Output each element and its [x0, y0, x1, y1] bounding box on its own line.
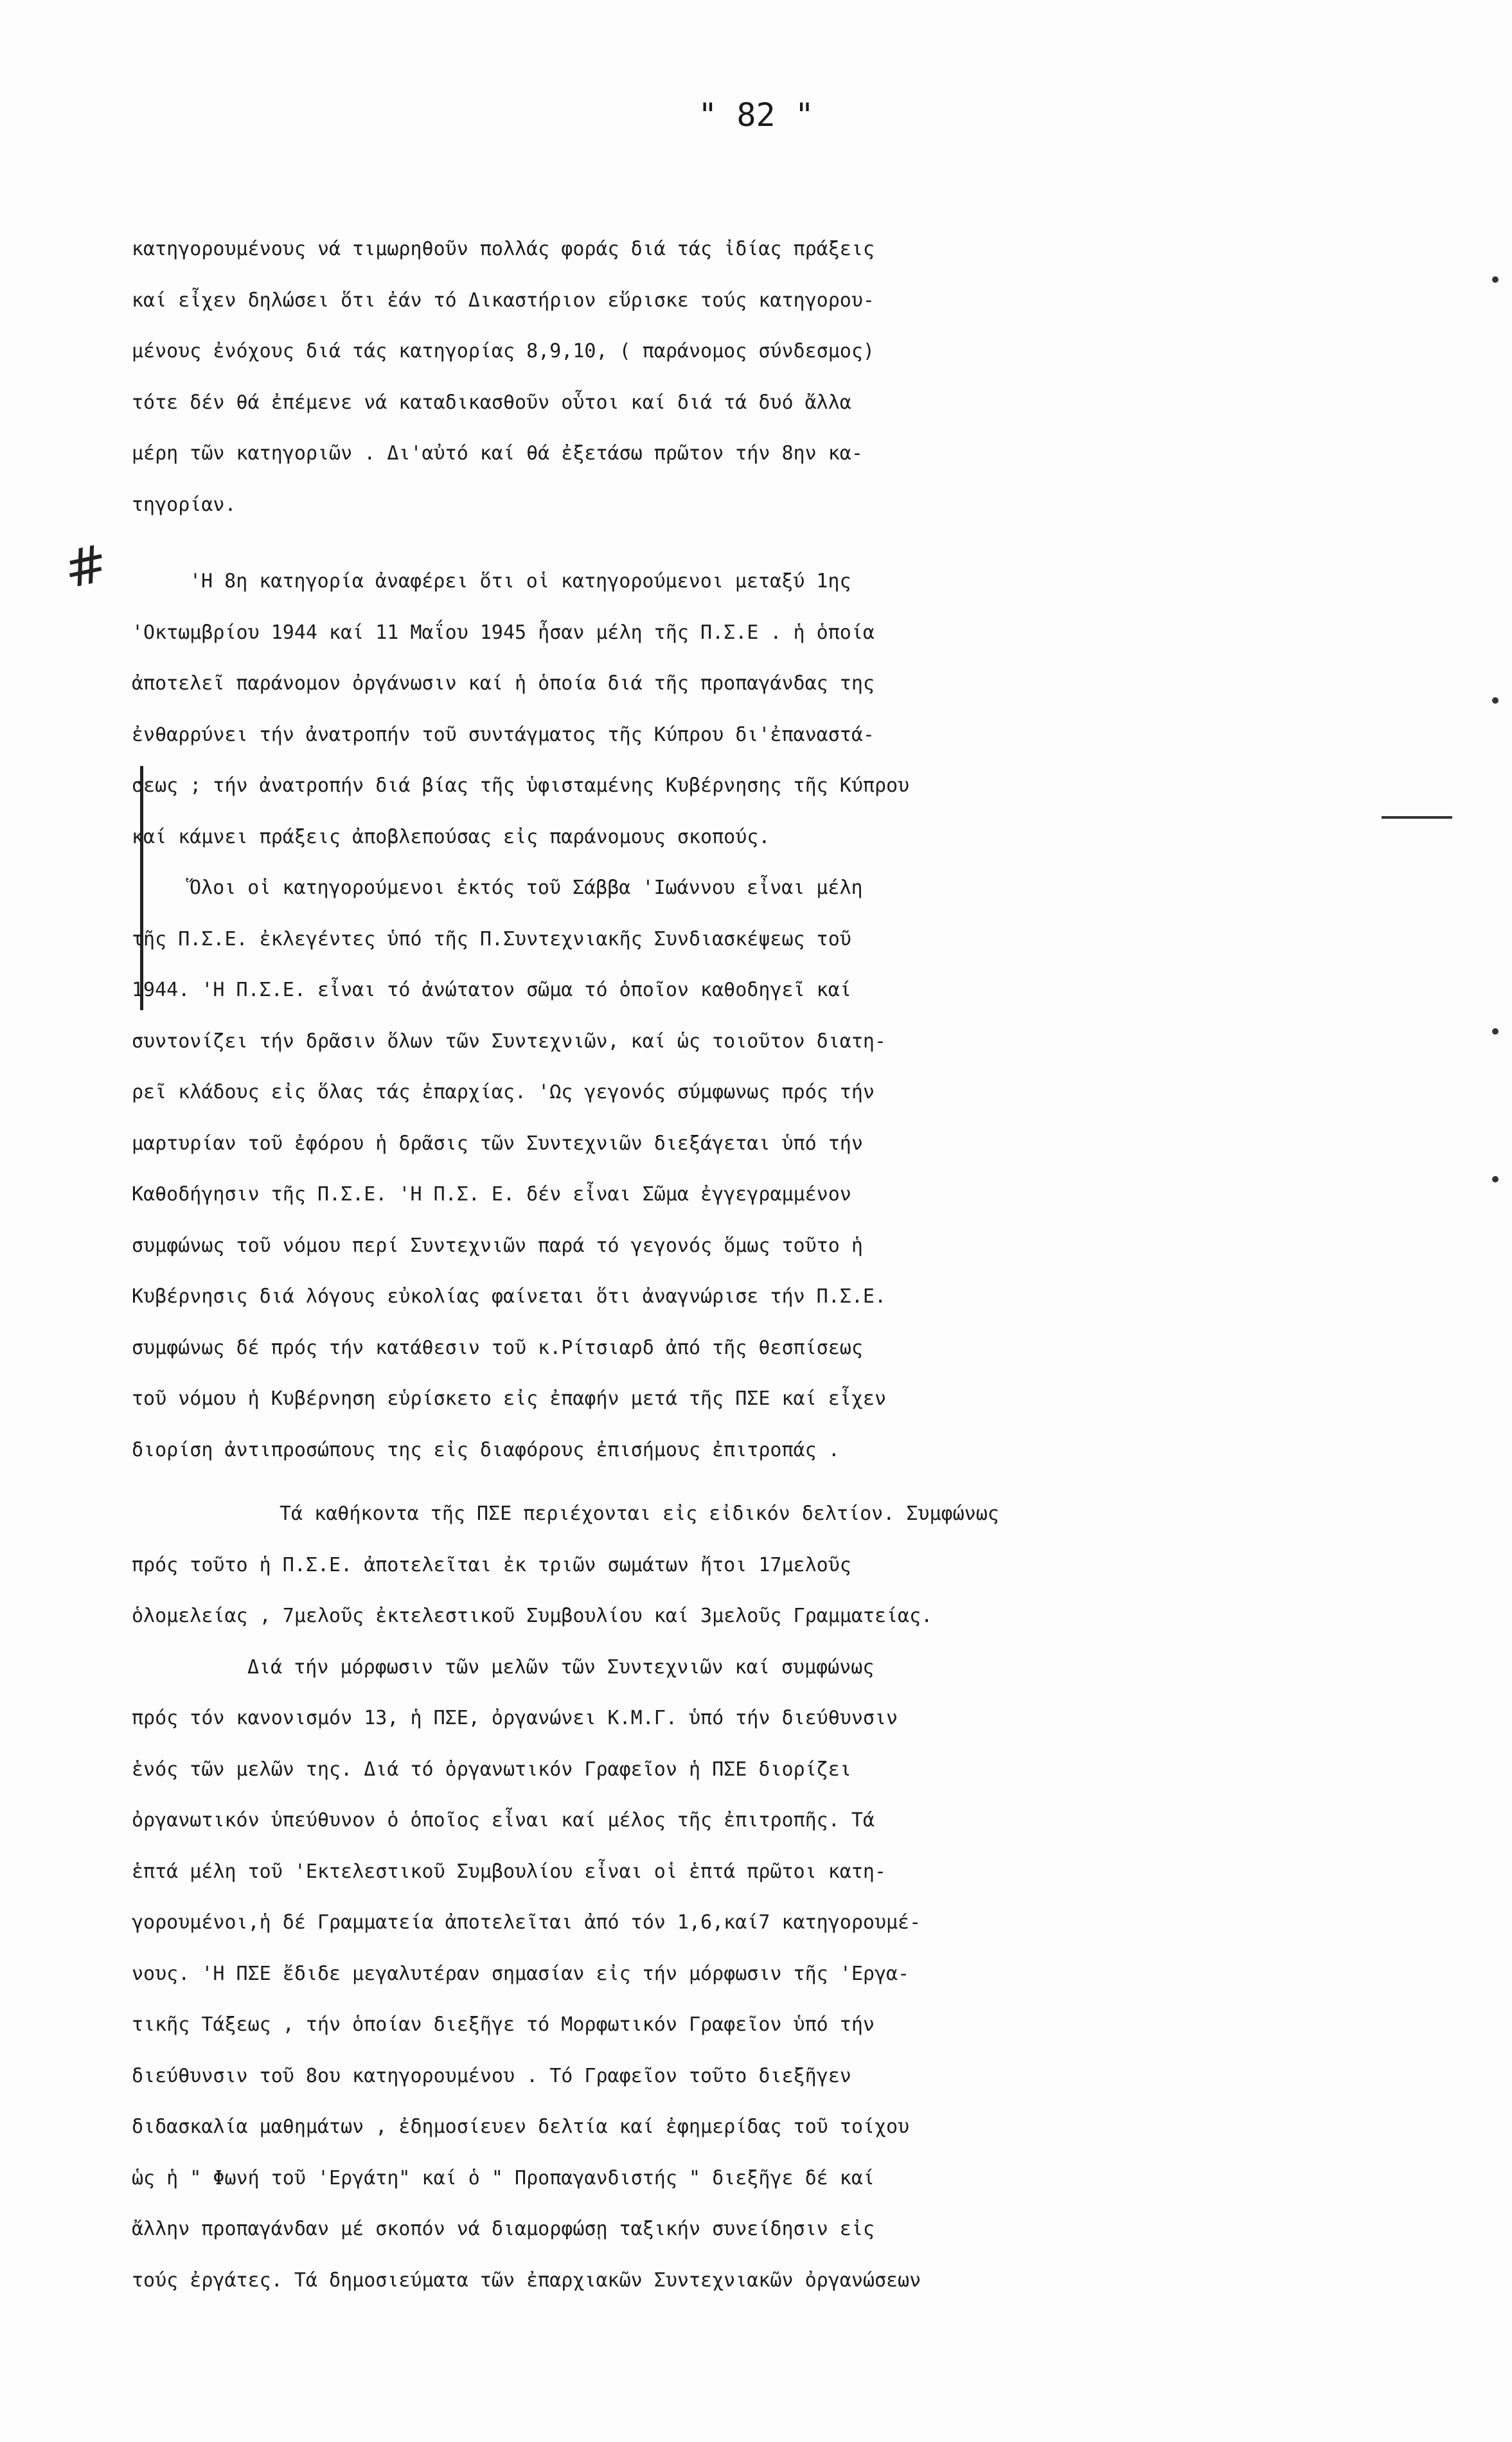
text-line: συμφώνως τοῦ νόμου περί Συντεχνιῶν παρά τό γεγονός ὅμως τοῦτο ἡ [132, 1234, 863, 1257]
text-line: ρεῖ κλάδους εἰς ὅλας τάς ἐπαρχίας. 'Ως γεγονός σύμφωνως πρός τήν [132, 1081, 875, 1103]
text-line: τηγορίαν. [132, 493, 236, 516]
text-line: καί κάμνει πράξεις ἀποβλεπούσας εἰς παράνομους σκοπούς. [132, 825, 770, 848]
text-line: ἀποτελεῖ παράνομον ὀργάνωσιν καί ἡ ὁποία διά τῆς προπαγάνδας της [132, 672, 875, 695]
text-line: τούς ἐργάτες. Τά δημοσιεύματα τῶν ἐπαρχιακῶν Συντεχνιακῶν ὀργανώσεων [132, 2268, 921, 2292]
text-line: νους. 'Η ΠΣΕ ἔδιδε μεγαλυτέραν σημασίαν εἰς τήν μόρφωσιν τῆς 'Εργα- [132, 1962, 910, 1985]
text-line: Τά καθήκοντα τῆς ΠΣΕ περιέχονται εἰς εἰδικόν δελτίον. Συμφώνως [280, 1502, 999, 1525]
text-line: πρός τόν κανονισμόν 13, ἡ ΠΣΕ, ὀργανώνει Κ.Μ.Γ. ὑπό τήν διεύθυνσιν [132, 1707, 898, 1729]
text-line: ἑνός τῶν μελῶν της. Διά τό ὀργανωτικόν Γραφεῖον ἡ ΠΣΕ διορίζει [132, 1758, 851, 1781]
text-line: 'Η 8η κατηγορία ἀναφέρει ὅτι οἱ κατηγορούμενοι μεταξύ 1ης [190, 570, 851, 593]
text-line: ὁλομελείας , 7μελοῦς ἐκτελεστικοῦ Συμβουλίου καί 3μελοῦς Γραμματείας. [132, 1605, 933, 1627]
text-line: συμφώνως δέ πρός τήν κατάθεσιν τοῦ κ.Ρίτσιαρδ ἀπό τῆς θεσπίσεως [132, 1336, 863, 1359]
text-line: τότε δέν θά ἐπέμενε νά καταδικασθοῦν οὗτοι καί διά τά δυό ἄλλα [132, 391, 851, 414]
text-line: μαρτυρίαν τοῦ ἐφόρου ἡ δρᾶσις τῶν Συντεχνιῶν διεξάγεται ὑπό τήν [132, 1132, 863, 1155]
text-line: Κυβέρνησις διά λόγους εὐκολίας φαίνεται ὅτι ἀναγνώρισε τήν Π.Σ.Ε. [132, 1285, 886, 1308]
margin-hash-mark: # [58, 533, 113, 600]
text-line: μένους ἐνόχους διά τάς κατηγορίας 8,9,10, ( παράνομος σύνδεσμος) [132, 340, 875, 362]
text-line: γορουμένοι,ἡ δέ Γραμματεία ἀποτελεῖται ἀπό τόν 1,6,καί7 κατηγορουμέ- [132, 1911, 921, 1934]
text-line: πρός τοῦτο ἡ Π.Σ.Ε. ἀποτελεῖται ἐκ τριῶν σωμάτων ἤτοι 17μελοῦς [132, 1553, 851, 1576]
text-line: καί εἶχεν δηλώσει ὅτι ἐάν τό Δικαστήριον εὕρισκε τούς κατηγορου- [132, 289, 875, 312]
text-line: κατηγορουμένους νά τιμωρηθοῦν πολλάς φοράς διά τάς ἰδίας πράξεις [132, 238, 875, 260]
text-line: Ὅλοι οἱ κατηγορούμενοι ἐκτός τοῦ Σάββα 'Ιωάννου εἶναι μέλη [190, 877, 863, 899]
text-line: ὡς ἡ " Φωνή τοῦ 'Εργάτη" καί ὁ " Προπαγανδιστής " διεξῆγε δέ καί [132, 2166, 875, 2189]
text-line: Διά τήν μόρφωσιν τῶν μελῶν τῶν Συντεχνιῶν καί συμφώνως [247, 1655, 875, 1679]
text-line: τοῦ νόμου ἡ Κυβέρνηση εὑρίσκετο εἰς ἐπαφήν μετά τῆς ΠΣΕ καί εἶχεν [132, 1387, 886, 1410]
text-line: ὀργανωτικόν ὑπεύθυνον ὁ ὁποῖος εἶναι καί μέλος τῆς ἐπιτροπῆς. Τά [132, 1809, 875, 1832]
text-line: Καθοδήγησιν τῆς Π.Σ.Ε. 'Η Π.Σ. Ε. δέν εἶναι Σῶμα ἐγγεγραμμένον [132, 1183, 851, 1206]
text-line: ἑπτά μέλη τοῦ 'Εκτελεστικοῦ Συμβουλίου εἶναι οἱ ἑπτά πρῶτοι κατη- [132, 1860, 886, 1883]
text-line: τῆς Π.Σ.Ε. ἐκλεγέντες ὑπό τῆς Π.Συντεχνιακῆς Συνδιασκέψεως τοῦ [132, 927, 851, 950]
text-line: ἐνθαρρύνει τήν ἀνατροπήν τοῦ συντάγματος τῆς Κύπρου δι'ἐπαναστά- [132, 723, 875, 746]
text-line: τικῆς Τάξεως , τήν ὁποίαν διεξῆγε τό Μορφωτικόν Γραφεῖον ὑπό τήν [132, 2013, 875, 2036]
text-line: διδασκαλία μαθημάτων , ἐδημοσίευεν δελτία καί ἐφημερίδας τοῦ τοίχου [132, 2116, 910, 2138]
text-line: ἄλλην προπαγάνδαν μέ σκοπόν νά διαμορφώσῃ ταξικήν συνείδησιν εἰς [132, 2218, 875, 2240]
text-line: σεως ; τήν ἀνατροπήν διά βίας τῆς ὑφισταμένης Κυβέρνησης τῆς Κύπρου [132, 774, 910, 797]
text-line: διορίση ἀντιπροσώπους της εἰς διαφόρους ἐπισήμους ἐπιτροπάς . [132, 1438, 840, 1461]
page-number: " 82 " [698, 96, 814, 134]
text-line: συντονίζει τήν δρᾶσιν ὅλων τῶν Συντεχνιῶν, καί ὡς τοιοῦτον διατη- [132, 1029, 886, 1053]
text-line: 'Οκτωμβρίου 1944 καί 11 Μαΐου 1945 ἦσαν μέλη τῆς Π.Σ.Ε . ἡ ὁποία [132, 621, 875, 644]
body-text [132, 224, 1500, 2306]
text-line: μέρη τῶν κατηγοριῶν . Δι'αὐτό καί θά ἐξετάσω πρῶτον τήν 8ην κα- [132, 442, 863, 465]
text-line: 1944. 'Η Π.Σ.Ε. εἶναι τό ἀνώτατον σῶμα τό ὁποῖον καθοδηγεῖ καί [132, 979, 851, 1001]
text-line: διεύθυνσιν τοῦ 8ου κατηγορουμένου . Τό Γραφεῖον τοῦτο διεξῆγεν [132, 2064, 851, 2087]
